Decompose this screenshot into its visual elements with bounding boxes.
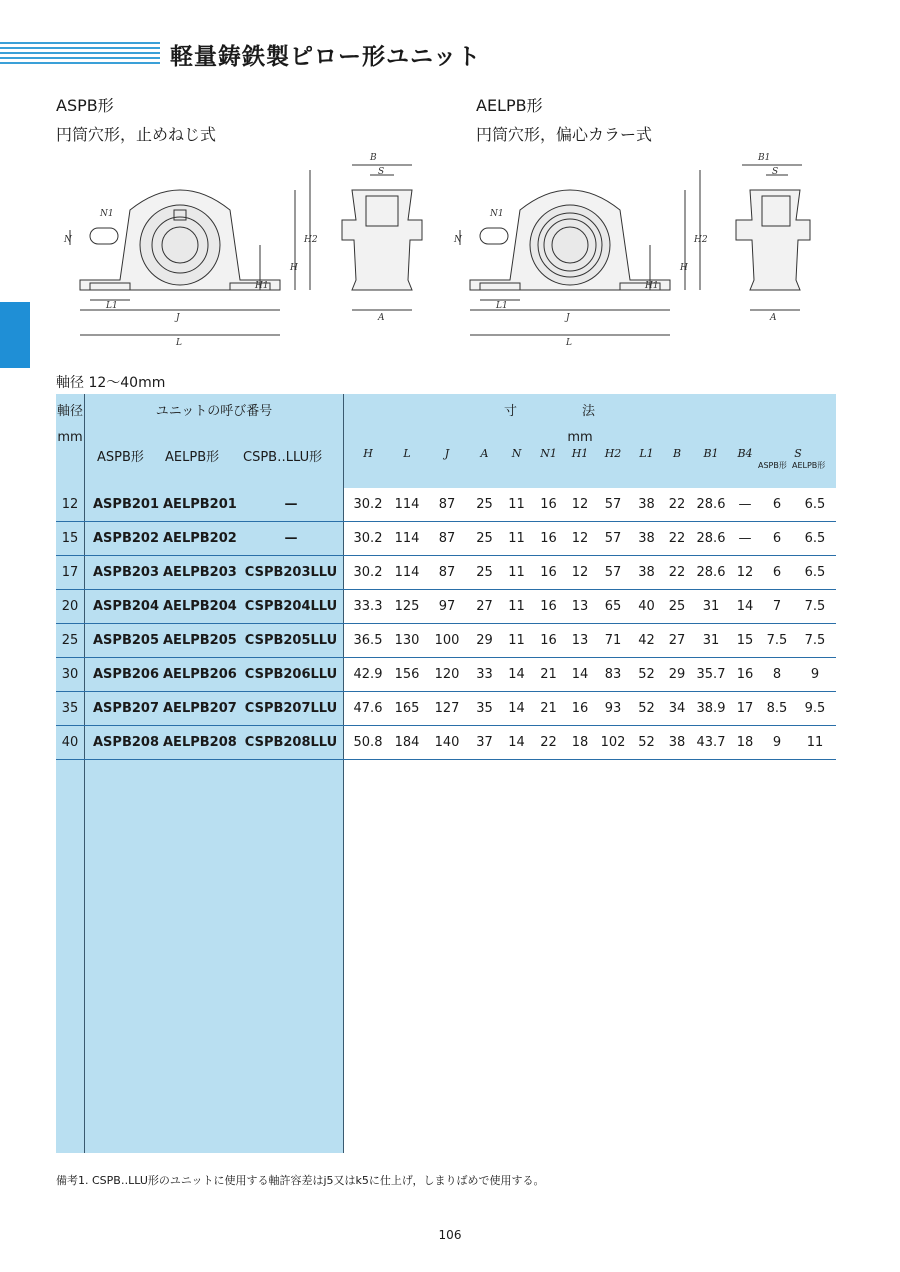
dim-value: 125 [394, 599, 420, 614]
part-number-aelpb: AELPB207 [163, 701, 237, 716]
dim-value: 25 [476, 497, 493, 512]
part-number-cspb: CSPB208LLU [244, 735, 338, 750]
part-number-aspb: ASPB206 [93, 667, 159, 682]
bore-range-label: 軸径 12〜40mm [56, 375, 166, 391]
part-number-aelpb: AELPB205 [163, 633, 237, 648]
model-desc: 円筒穴形，偏心カラー式 [476, 125, 653, 144]
title-decoration [0, 42, 160, 66]
dimension-values [344, 658, 837, 692]
dim-value: 11 [508, 531, 525, 546]
series-cspb: CSPB‥LLU形 [243, 450, 323, 465]
dimension-values [344, 488, 837, 522]
dim-value: 71 [604, 633, 622, 648]
dim-value: 6.5 [804, 497, 826, 512]
dim-value: 114 [394, 565, 420, 580]
label-b1: B1 [758, 153, 771, 163]
dim-value: 16 [540, 497, 557, 512]
side-tab-marker [0, 302, 30, 368]
dim-value: 18 [571, 735, 589, 750]
table-row [56, 522, 836, 556]
table-row [56, 556, 836, 590]
dim-value: 21 [540, 701, 557, 716]
label-s: S [772, 167, 779, 177]
part-number-cspb: CSPB203LLU [244, 565, 338, 580]
dim-value: 16 [571, 701, 589, 716]
part-number-cspb: CSPB207LLU [244, 701, 338, 716]
dim-value: 29 [668, 667, 686, 682]
dim-value: 65 [604, 599, 622, 614]
footnote: 備考1. CSPB‥LLU形のユニットに使用する軸許容差はj5又はk5に仕上げ，しまりばめで使用する。 [56, 1174, 545, 1187]
dim-value: 102 [600, 735, 626, 750]
dimension-values [344, 624, 837, 658]
dim-value: 8.5 [766, 701, 788, 716]
dim-value: 83 [604, 667, 622, 682]
dim-value: 15 [736, 633, 754, 648]
series-headers [85, 424, 344, 488]
dim-value: 165 [394, 701, 420, 716]
dim-value: 27 [668, 633, 686, 648]
dim-col-header: B4 [737, 447, 753, 460]
dim-value: 29 [476, 633, 493, 648]
dim-value: 6.5 [804, 531, 826, 546]
label-h1: H1 [255, 281, 269, 291]
bore-diameter: 25 [56, 624, 85, 658]
bore-diameter: 20 [56, 590, 85, 624]
dim-value: 9.5 [804, 701, 826, 716]
unit-numbers [85, 726, 344, 760]
part-number-aelpb: AELPB204 [163, 599, 237, 614]
dim-value: 30.2 [353, 497, 383, 512]
model-aspb [56, 93, 216, 145]
dim-value: 33 [476, 667, 493, 682]
dimension-values [344, 590, 837, 624]
dim-value: 36.5 [353, 633, 383, 648]
part-number-aspb: ASPB201 [93, 497, 159, 512]
dim-value: 16 [540, 633, 557, 648]
part-number-cspb: CSPB204LLU [244, 599, 338, 614]
dim-col-header: L [403, 447, 411, 460]
dim-value: 52 [638, 735, 655, 750]
bore-diameter: 40 [56, 726, 85, 760]
dim-value: 12 [571, 565, 589, 580]
dim-value: 22 [540, 735, 557, 750]
dim-value: 37 [476, 735, 493, 750]
dim-value: 25 [668, 599, 686, 614]
dim-header-list [344, 447, 836, 460]
series-aelpb: AELPB形 [165, 450, 220, 465]
dim-value: 140 [434, 735, 460, 750]
dim-value: 184 [394, 735, 420, 750]
s-sub-aspb: ASPB形 [758, 461, 787, 470]
dim-value: 28.6 [696, 565, 726, 580]
model-aelpb [476, 93, 652, 145]
table-header-row [56, 394, 836, 424]
dim-value: 14 [508, 701, 525, 716]
dimension-column-headers [344, 424, 837, 488]
unit-number-header: ユニットの呼び番号 [85, 394, 344, 424]
dim-value: 17 [736, 701, 754, 716]
dim-col-header: N1 [540, 447, 557, 460]
dim-value: 97 [438, 599, 456, 614]
dim-value: 22 [668, 531, 686, 546]
aspb-dimension-drawing [60, 150, 440, 350]
dimension-values [344, 692, 837, 726]
label-n: N [454, 235, 462, 245]
dim-value: 42.9 [353, 667, 383, 682]
dim-value: 9 [772, 735, 782, 750]
part-number-aspb: ASPB204 [93, 599, 159, 614]
part-number-cspb: — [284, 531, 298, 546]
s-sub-aelpb: AELPB形 [792, 461, 826, 470]
dim-value: 14 [736, 599, 754, 614]
dim-value: 47.6 [353, 701, 383, 716]
dim-value: 11 [508, 497, 525, 512]
dim-value: 6.5 [804, 565, 826, 580]
part-number-aelpb: AELPB202 [163, 531, 237, 546]
dim-value: 52 [638, 701, 655, 716]
dim-value: 31 [702, 599, 720, 614]
dim-value: 11 [508, 633, 525, 648]
part-number-aspb: ASPB207 [93, 701, 159, 716]
dim-value: 35 [476, 701, 493, 716]
part-number-aspb: ASPB203 [93, 565, 159, 580]
dim-value: 156 [394, 667, 420, 682]
dim-col-header: H2 [604, 447, 622, 460]
page-number: 106 [438, 1228, 462, 1242]
dim-value: 114 [394, 497, 420, 512]
dim-value: 30.2 [353, 565, 383, 580]
table-row [56, 726, 836, 760]
bore-unit: mm [56, 424, 85, 488]
label-j: J [566, 313, 570, 323]
dim-col-header: J [444, 447, 450, 460]
unit-numbers [85, 488, 344, 522]
dimension-values [344, 726, 837, 760]
dim-col-header: L1 [639, 447, 654, 460]
dimension-values [344, 522, 837, 556]
table-row [56, 692, 836, 726]
table-filler-row [56, 760, 836, 1154]
dim-value: 7.5 [804, 633, 826, 648]
dim-value: 38 [638, 531, 655, 546]
dim-value: 40 [638, 599, 655, 614]
dim-value: 11 [806, 735, 824, 750]
dim-value: 27 [476, 599, 493, 614]
dim-value: 50.8 [353, 735, 383, 750]
dim-value: 6 [772, 531, 782, 546]
page-title: 軽量鋳鉄製ピロー形ユニット [170, 44, 482, 70]
dim-value: 7 [772, 599, 782, 614]
dim-value: — [738, 497, 752, 512]
part-number-aspb: ASPB208 [93, 735, 159, 750]
dim-value: 14 [571, 667, 589, 682]
dim-value: 93 [604, 701, 622, 716]
dim-value: 14 [508, 735, 525, 750]
label-j: J [176, 313, 180, 323]
dim-value: 28.6 [696, 497, 726, 512]
model-name: AELPB形 [476, 96, 543, 115]
spec-table [56, 394, 836, 1153]
label-h: H [290, 263, 298, 273]
dim-col-header: B1 [703, 447, 719, 460]
dim-value: 7.5 [804, 599, 826, 614]
label-n1: N1 [490, 209, 504, 219]
dim-value: 100 [434, 633, 460, 648]
label-l1: L1 [106, 301, 118, 311]
part-number-cspb: CSPB205LLU [244, 633, 338, 648]
unit-numbers [85, 658, 344, 692]
dim-value: 6 [772, 497, 782, 512]
dim-value: 42 [638, 633, 655, 648]
dim-value: 16 [540, 531, 557, 546]
dim-value: 87 [438, 531, 456, 546]
dim-value: 33.3 [353, 599, 383, 614]
dim-value: 12 [571, 531, 589, 546]
dim-value: 16 [540, 599, 557, 614]
dim-value: 38 [638, 497, 655, 512]
dim-value: 11 [508, 565, 525, 580]
label-l1: L1 [496, 301, 508, 311]
dim-value: 6 [772, 565, 782, 580]
dim-value: 38 [668, 735, 686, 750]
label-h2: H2 [304, 235, 318, 245]
dim-value: 7.5 [766, 633, 788, 648]
unit-numbers [85, 692, 344, 726]
part-number-aelpb: AELPB208 [163, 735, 237, 750]
model-desc: 円筒穴形，止めねじ式 [56, 125, 217, 144]
dim-value: 28.6 [696, 531, 726, 546]
model-name: ASPB形 [56, 96, 114, 115]
dimension-values [344, 556, 837, 590]
dim-col-header: A [480, 447, 489, 460]
dim-value: 22 [668, 565, 686, 580]
dim-value: 13 [571, 633, 589, 648]
dim-value: 30.2 [353, 531, 383, 546]
dim-value: 22 [668, 497, 686, 512]
label-h2: H2 [694, 235, 708, 245]
dim-value: 31 [702, 633, 720, 648]
part-number-aelpb: AELPB206 [163, 667, 237, 682]
dim-value: 38.9 [696, 701, 726, 716]
label-b: B [370, 153, 377, 163]
bore-diameter: 30 [56, 658, 85, 692]
label-n1: N1 [100, 209, 114, 219]
dim-col-header: H1 [571, 447, 589, 460]
dim-value: 57 [604, 497, 622, 512]
dim-value: 57 [604, 531, 622, 546]
dim-value: — [738, 531, 752, 546]
dim-value: 114 [394, 531, 420, 546]
dim-value: 35.7 [696, 667, 726, 682]
dim-value: 18 [736, 735, 754, 750]
label-h: H [680, 263, 688, 273]
dim-value: 38 [638, 565, 655, 580]
dim-value: 8 [772, 667, 782, 682]
label-a: A [770, 313, 777, 323]
dim-value: 11 [508, 599, 525, 614]
part-number-aspb: ASPB205 [93, 633, 159, 648]
dims-unit: mm [567, 430, 593, 445]
unit-numbers [85, 522, 344, 556]
dim-value: 57 [604, 565, 622, 580]
dim-value: 25 [476, 565, 493, 580]
dim-value: 25 [476, 531, 493, 546]
part-number-aelpb: AELPB201 [163, 497, 237, 512]
label-s: S [378, 167, 385, 177]
dim-value: 120 [434, 667, 460, 682]
dim-value: 34 [668, 701, 686, 716]
dim-value: 52 [638, 667, 655, 682]
table-row [56, 590, 836, 624]
dim-value: 16 [736, 667, 754, 682]
part-number-cspb: — [284, 497, 298, 512]
part-number-aspb: ASPB202 [93, 531, 159, 546]
table-row [56, 624, 836, 658]
bore-diameter: 15 [56, 522, 85, 556]
dim-value: 127 [434, 701, 460, 716]
label-h1: H1 [645, 281, 659, 291]
dim-value: 43.7 [696, 735, 726, 750]
dim-col-header: S [794, 447, 802, 460]
dim-value: 12 [571, 497, 589, 512]
dimensions-header: 寸 法 [344, 394, 837, 424]
label-l: L [176, 338, 182, 348]
dim-value: 9 [810, 667, 820, 682]
dim-value: 130 [394, 633, 420, 648]
dim-value: 16 [540, 565, 557, 580]
bore-header: 軸径 [56, 394, 85, 424]
bore-diameter: 35 [56, 692, 85, 726]
unit-numbers [85, 556, 344, 590]
table-row [56, 488, 836, 522]
unit-numbers [85, 624, 344, 658]
table-subheader-row [56, 424, 836, 488]
bore-diameter: 17 [56, 556, 85, 590]
part-number-cspb: CSPB206LLU [244, 667, 338, 682]
bore-diameter: 12 [56, 488, 85, 522]
dim-value: 87 [438, 497, 456, 512]
dim-value: 14 [508, 667, 525, 682]
dim-value: 87 [438, 565, 456, 580]
dim-value: 12 [736, 565, 754, 580]
dim-col-header: H [363, 447, 373, 460]
unit-numbers [85, 590, 344, 624]
part-number-aelpb: AELPB203 [163, 565, 237, 580]
dim-col-header: B [672, 447, 682, 460]
label-n: N [64, 235, 72, 245]
label-a: A [378, 313, 385, 323]
dim-value: 21 [540, 667, 557, 682]
table-row [56, 658, 836, 692]
label-l: L [566, 338, 572, 348]
aelpb-dimension-drawing [450, 150, 830, 350]
series-aspb: ASPB形 [97, 450, 144, 465]
dim-col-header: N [511, 447, 522, 460]
dim-value: 13 [571, 599, 589, 614]
